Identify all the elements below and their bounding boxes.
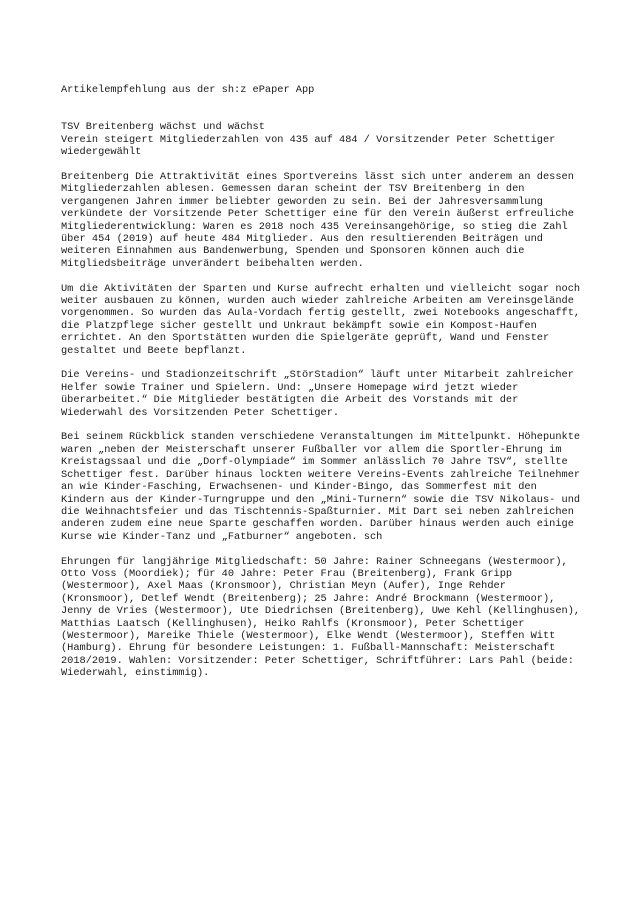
- document-page: [61, 84, 587, 692]
- article-paragraph: Breitenberg Die Attraktivität eines Sportvereins lässt sich unter anderem an dessen Mitgliederzahlen ablesen. Gemessen daran scheint der TSV Breitenberg in den vergangenen Jahren immer beliebter geworden zu sein. Bei der Jahresversammlung verkündete der Vorsitzende Peter Schettiger eine für den Verein äußerst erfreuliche Mitgliederentwicklung: Waren es 2018 noch 435 Vereinsangehörige, so stieg die Zahl über 454 (2019) auf heute 484 Mitglieder. Aus den resultierenden Beiträgen und weiteren Einnahmen aus Bandenwerbung, Spenden und Sponsoren können auch die Mitgliedsbeiträge unverändert beibehalten werden.: [61, 171, 581, 270]
- recommendation-intro: Artikelempfehlung aus der sh:z ePaper App: [61, 84, 315, 96]
- article-paragraph: Bei seinem Rückblick standen verschiedene Veranstaltungen im Mittelpunkt. Höhepunkte waren „neben der Meisterschaft unserer Fußballer vor allem die Sportler-Ehrung im Kreistagssaal und die „Dorf-Olympiade“ im Sommer anlässlich 70 Jahre TSV“, stellte Schettiger fest. Darüber hinaus lockten weitere Vereins-Events zahlreiche Teilnehmer an wie Kinder-Fasching, Erwachsenen- und Kinder-Bingo, das Sommerfest mit den Kindern aus der Kinder-Turngruppe und den „Mini-Turnern“ sowie die TSV Nikolaus- und die Weihnachtsfeier und das Tischtennis-Spaßturnier. Mit Dart sei neben zahlreichen anderen zudem eine neue Sparte geschaffen worden. Darüber hinaus werden auch einige Kurse wie Kinder-Tanz und „Fatburner“ angeboten. sch: [61, 431, 587, 543]
- article: [61, 121, 587, 680]
- article-subheadline: Verein steigert Mitgliederzahlen von 435 auf 484 / Vorsitzender Peter Schettiger wiedergewählt: [61, 133, 562, 159]
- article-paragraph: Um die Aktivitäten der Sparten und Kurse aufrecht erhalten und vielleicht sogar noch weiter ausbauen zu können, wurden auch wieder zahlreiche Arbeiten am Vereinsgelände vorgenommen. So wurden das Aula-Vordach fertig gestellt, zwei Notebooks angeschafft, die Platzpflege sicher gestellt und Unkraut bekämpft sowie ein Kompost-Haufen errichtet. An den Sportstätten wurden die Spielgeräte geprüft, Wand und Fenster gestaltet und Beete bepflanzt.: [61, 282, 587, 357]
- honors-paragraph: Ehrungen für langjährige Mitgliedschaft: 50 Jahre: Rainer Schneegans (Westermoor), Otto Voss (Moordiek); für 40 Jahre: Peter Frau (Breitenberg), Frank Gripp (Westermoor), Axel Maas (Kronsmoor), Christian Meyn (Aufer), Inge Rehder (Kronsmoor), Detlef Wendt (Breitenberg); 25 Jahre: André Brockmann (Westermoor), Jenny de Vries (Westermoor), Ute Diedrichsen (Breitenberg), Uwe Kehl (Kellinghusen), Matthias Laatsch (Kellinghusen), Heiko Rahlfs (Kronsmoor), Peter Schettiger (Westermoor), Mareike Thiele (Westermoor), Elke Wendt (Westermoor), Steffen Witt (Hamburg). Ehrung für besondere Leistungen: 1. Fußball-Mannschaft: Meisterschaft 2018/2019. Wahlen: Vorsitzender: Peter Schettiger, Schriftführer: Lars Pahl (beide: Wiederwahl, einstimmig).: [61, 555, 587, 680]
- article-paragraph: Die Vereins- und Stadionzeitschrift „StörStadion“ läuft unter Mitarbeit zahlreicher Helfer sowie Trainer und Spielern. Und: „Unsere Homepage wird jetzt wieder überarbeitet.“ Die Mitglieder bestätigten die Arbeit des Vorstands mit der Wiederwahl des Vorsitzenden Peter Schettiger.: [61, 369, 581, 419]
- article-headline: TSV Breitenberg wächst und wächst: [61, 121, 265, 134]
- article-header: [61, 121, 581, 158]
